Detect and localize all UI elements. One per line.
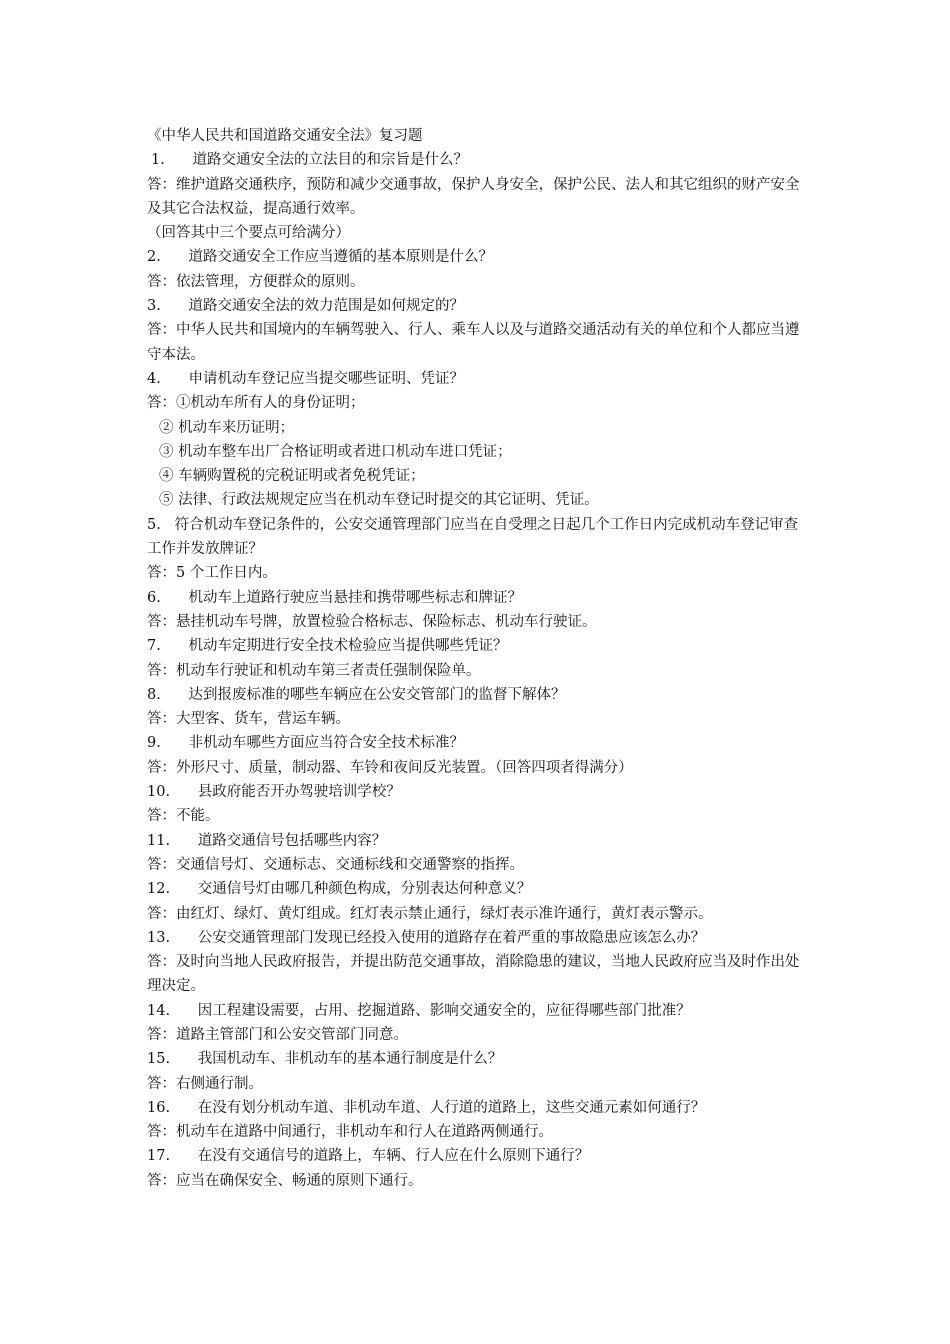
question-text: 12. 交通信号灯由哪几种颜色构成，分别表达何种意义？ xyxy=(147,881,532,898)
qa-item xyxy=(147,999,812,1048)
answer-text: 答：道路主管部门和公安交管部门同意。 xyxy=(147,1026,408,1043)
answer-text: 答：右侧通行制。 xyxy=(147,1075,263,1092)
answer-text: 答：由红灯、绿灯、黄灯组成。红灯表示禁止通行，绿灯表示准许通行，黄灯表示警示。 xyxy=(147,905,713,922)
answer-continuation: ③ 机动车整车出厂合格证明或者进口机动车进口凭证； xyxy=(159,443,512,460)
answer-continuation: ④ 车辆购置税的完税证明或者免税凭证； xyxy=(159,468,425,485)
qa-item xyxy=(147,780,812,829)
qa-item xyxy=(147,829,812,878)
question-text: 10. 县政府能否开办驾驶培训学校？ xyxy=(147,784,401,801)
qa-item xyxy=(147,367,812,513)
question-text: 9. 非机动车哪些方面应当符合安全技术标准？ xyxy=(147,735,464,752)
qa-item xyxy=(147,634,812,683)
answer-text: 答：5 个工作日内。 xyxy=(147,565,277,582)
answer-text: 答：交通信号灯、交通标志、交通标线和交通警察的指挥。 xyxy=(147,856,524,873)
answer-text: 答：大型客、货车，营运车辆。 xyxy=(147,711,350,728)
qa-item xyxy=(147,245,812,294)
question-text: 7. 机动车定期进行安全技术检验应当提供哪些凭证？ xyxy=(147,638,508,655)
answer-text: 答：机动车行驶证和机动车第三者责任强制保险单。 xyxy=(147,662,481,679)
question-text: 2. 道路交通安全工作应当遵循的基本原则是什么？ xyxy=(147,249,493,266)
answer-text: 答：外形尺寸、质量，制动器、车铃和夜间反光装置。（回答四项者得满分） xyxy=(147,759,633,776)
question-text: 5. 符合机动车登记条件的，公安交通管理部门应当在自受理之日起几个工作日内完成机动车登记审查工作并发放牌证？ xyxy=(147,516,799,558)
qa-item xyxy=(147,1047,812,1096)
answer-text: 答：中华人民共和国境内的车辆驾驶入、行人、乘车人以及与道路交通活动有关的单位和个人都应当遵守本法。 xyxy=(147,322,800,363)
question-text: 3. 道路交通安全法的效力范围是如何规定的？ xyxy=(147,298,464,315)
question-text: 15. 我国机动车、非机动车的基本通行制度是什么？ xyxy=(147,1051,503,1068)
question-text: 17. 在没有交通信号的道路上，车辆、行人应在什么原则下通行？ xyxy=(147,1148,590,1165)
answer-continuation: ② 机动车来历证明； xyxy=(159,419,295,436)
qa-item xyxy=(147,513,812,586)
qa-item xyxy=(147,683,812,732)
qa-item xyxy=(147,1096,812,1145)
answer-text: 答：①机动车所有人的身份证明； xyxy=(147,395,365,412)
qa-item xyxy=(147,877,812,926)
qa-item xyxy=(147,294,812,367)
qa-list xyxy=(147,148,812,1193)
answer-text: 答：依法管理，方便群众的原则。 xyxy=(147,273,365,290)
question-text: 16. 在没有划分机动车道、非机动车道、人行道的道路上，这些交通元素如何通行？ xyxy=(147,1099,706,1116)
qa-item xyxy=(147,926,812,999)
answer-text: 答：应当在确保安全、畅通的原则下通行。 xyxy=(147,1172,423,1189)
answer-text: 答：维护道路交通秩序，预防和减少交通事故，保护人身安全，保护公民、法人和其它组织的财产安全及其它合法权益，提高通行效率。 xyxy=(147,176,800,217)
qa-item xyxy=(147,731,812,780)
qa-item xyxy=(147,586,812,635)
question-text: 4. 申请机动车登记应当提交哪些证明、凭证？ xyxy=(147,370,464,387)
question-text: 14. 因工程建设需要，占用、挖掘道路、影响交通安全的，应征得哪些部门批准？ xyxy=(147,1002,691,1019)
qa-item xyxy=(147,148,812,245)
document-title: 《中华人民共和国道路交通安全法》复习题 xyxy=(147,128,423,144)
answer-text: 答：机动车在道路中间通行，非机动车和行人在道路两侧通行。 xyxy=(147,1124,553,1141)
answer-continuation: ⑤ 法律、行政法规规定应当在机动车登记时提交的其它证明、凭证。 xyxy=(159,492,599,509)
qa-item xyxy=(147,1144,812,1193)
question-text: 6. 机动车上道路行驶应当悬挂和携带哪些标志和牌证？ xyxy=(147,589,522,606)
question-text: 8. 达到报废标准的哪些车辆应在公安交管部门的监督下解体？ xyxy=(147,686,566,703)
question-text: 1. 道路交通安全法的立法目的和宗旨是什么？ xyxy=(151,152,468,169)
answer-text: 答：悬挂机动车号牌，放置检验合格标志、保险标志、机动车行驶证。 xyxy=(147,613,597,630)
answer-text: 答：及时向当地人民政府报告，并提出防范交通事故，消除隐患的建议，当地人民政府应当及时作出处理决定。 xyxy=(147,954,800,995)
question-text: 11. 道路交通信号包括哪些内容？ xyxy=(147,832,387,849)
document-page xyxy=(147,124,812,1193)
answer-continuation: （回答其中三个要点可给满分） xyxy=(147,225,350,242)
answer-text: 答：不能。 xyxy=(147,808,220,825)
question-text: 13. 公安交通管理部门发现已经投入使用的道路存在着严重的事故隐患应该怎么办？ xyxy=(147,929,706,946)
